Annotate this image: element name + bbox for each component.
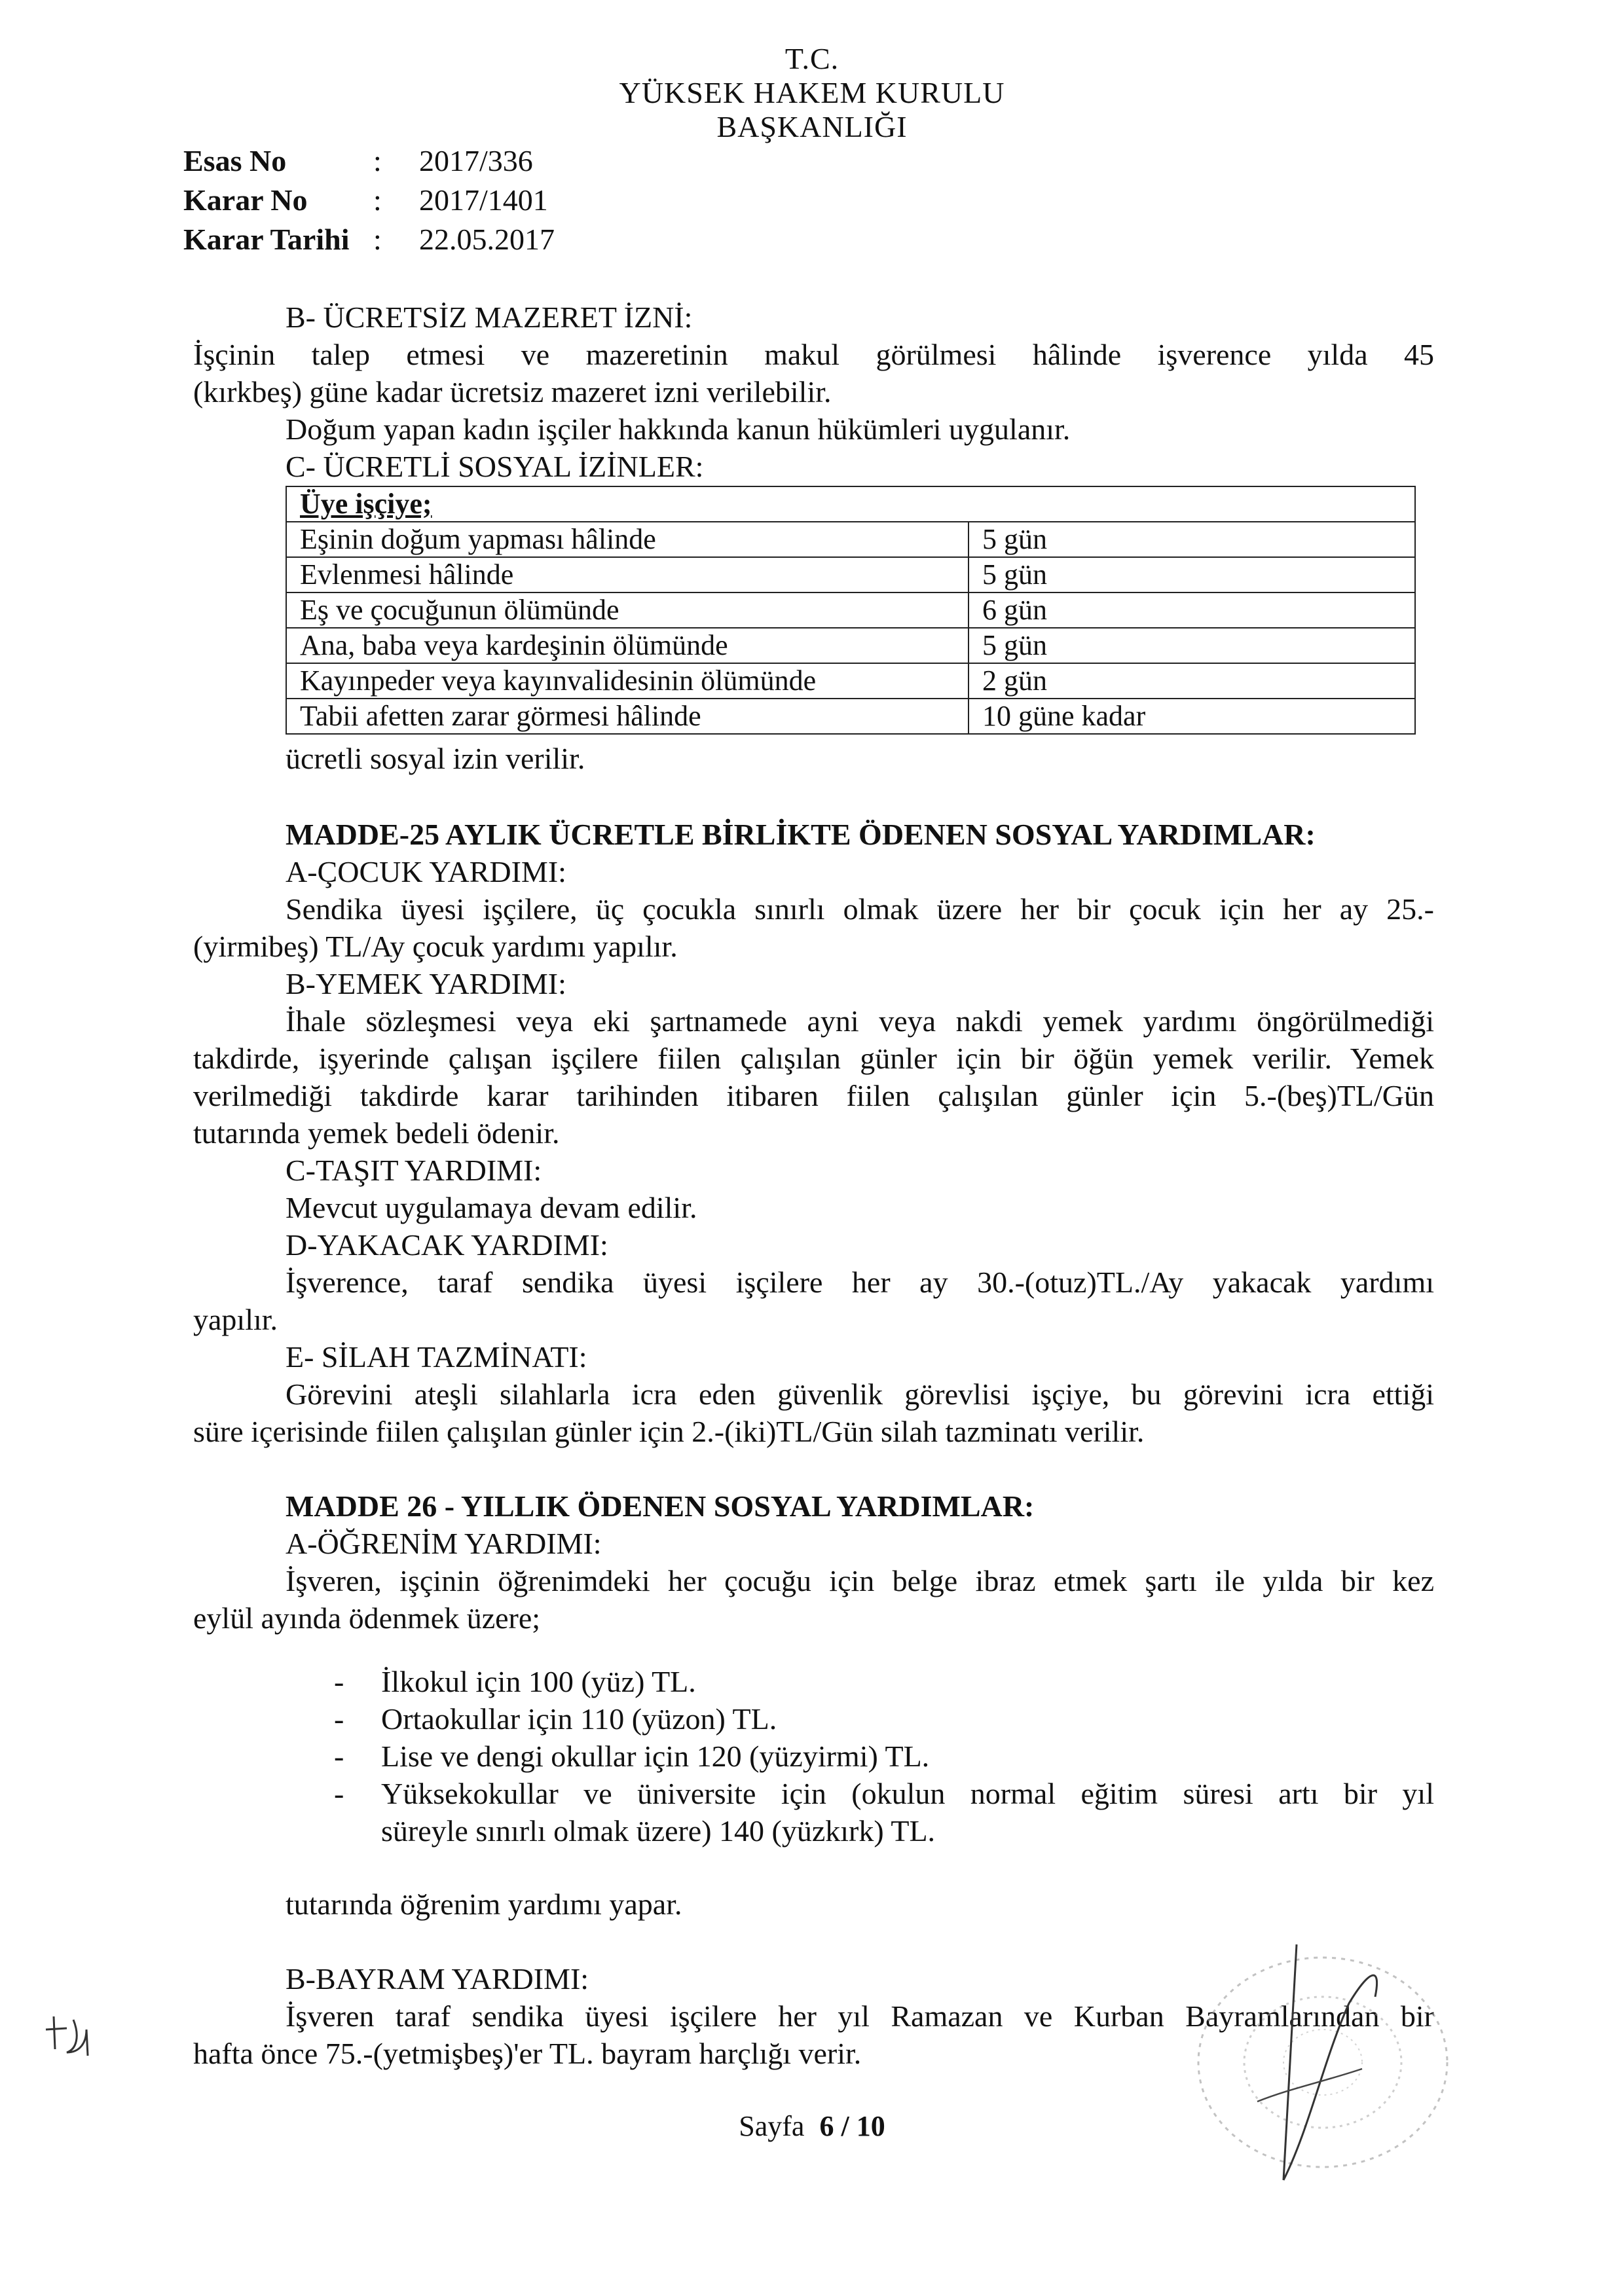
madde26-b-heading: B-BAYRAM YARDIMI: xyxy=(286,1962,589,1995)
list-dash: - xyxy=(334,1665,344,1698)
table-header: Üye işçiye; xyxy=(286,486,1415,522)
section-b-p1-line1: İşçinin talep etmesi ve mazeretinin makul görülmesi hâlinde işverence yılda 45 xyxy=(193,338,1434,371)
margin-initials-mark xyxy=(41,2003,100,2062)
list-text-line1: Yüksekokullar ve üniversite için (okulun normal eğitim süresi artı bir yıl xyxy=(381,1777,1434,1810)
row-label: Tabii afetten zarar görmesi hâlinde xyxy=(286,699,969,734)
page-footer xyxy=(0,2109,1624,2143)
madde25-b-heading: B-YEMEK YARDIMI: xyxy=(286,967,566,1000)
madde26-a-line1: İşveren, işçinin öğrenimdeki her çocuğu için belge ibraz etmek şartı ile yılda bir kez xyxy=(286,1564,1434,1597)
list-item xyxy=(334,1775,1434,1850)
madde25-b-line3: verilmediği takdirde karar tarihinden itibaren fiilen çalışılan günler için 5.-(beş)TL/Gün xyxy=(193,1079,1434,1112)
madde25-a-line2: (yirmibeş) TL/Ay çocuk yardımı yapılır. xyxy=(193,930,678,963)
row-label: Evlenmesi hâlinde xyxy=(286,557,969,592)
list-item xyxy=(334,1738,1434,1775)
list-dash: - xyxy=(334,1777,344,1810)
row-value: 5 gün xyxy=(969,628,1415,663)
table-row xyxy=(286,663,1415,699)
list-dash: - xyxy=(334,1740,344,1773)
tarih-value: 22.05.2017 xyxy=(419,223,555,256)
table-row xyxy=(286,557,1415,592)
table-row xyxy=(286,628,1415,663)
table-header-row xyxy=(286,486,1415,522)
madde26-b-line2: hafta önce 75.-(yetmişbeş)'er TL. bayram harçlığı verir. xyxy=(193,2037,862,2070)
row-label: Eşinin doğum yapması hâlinde xyxy=(286,522,969,557)
signature-mark xyxy=(1218,1931,1401,2193)
colon: : xyxy=(373,183,382,217)
esas-value: 2017/336 xyxy=(419,144,533,177)
list-item xyxy=(334,1700,1434,1738)
madde25-d-heading: D-YAKACAK YARDIMI: xyxy=(286,1228,608,1262)
header-presidency: BAŞKANLIĞI xyxy=(716,110,908,143)
list-item xyxy=(334,1663,1434,1700)
madde26-a-after: tutarında öğrenim yardımı yapar. xyxy=(286,1887,682,1921)
row-value: 5 gün xyxy=(969,522,1415,557)
madde25-title: MADDE-25 AYLIK ÜCRETLE BİRLİKTE ÖDENEN SOSYAL YARDIMLAR: xyxy=(286,818,1316,851)
madde26-a-heading: A-ÖĞRENİM YARDIMI: xyxy=(286,1527,602,1560)
karar-label: Karar No xyxy=(183,183,308,217)
row-value: 10 güne kadar xyxy=(969,699,1415,734)
section-b-p1-line2: (kırkbeş) güne kadar ücretsiz mazeret izni verilebilir. xyxy=(193,375,832,409)
section-c-after: ücretli sosyal izin verilir. xyxy=(286,742,585,775)
esas-label: Esas No xyxy=(183,144,287,177)
madde25-b-line2: takdirde, işyerinde çalışan işçilere fiilen çalışılan günler için bir öğün yemek verilir. Yemek xyxy=(193,1042,1434,1075)
meta-esas xyxy=(183,141,555,181)
row-value: 6 gün xyxy=(969,592,1415,628)
list-text: İlkokul için 100 (yüz) TL. xyxy=(381,1665,696,1698)
list-text: Ortaokullar için 110 (yüzon) TL. xyxy=(381,1702,777,1736)
colon: : xyxy=(373,223,382,256)
list-dash: - xyxy=(334,1702,344,1736)
table-row xyxy=(286,522,1415,557)
section-b-p2: Doğum yapan kadın işçiler hakkında kanun hükümleri uygulanır. xyxy=(286,412,1071,446)
madde25-a-heading: A-ÇOCUK YARDIMI: xyxy=(286,855,566,888)
row-label: Eş ve çocuğunun ölümünde xyxy=(286,592,969,628)
meta-block xyxy=(183,141,555,259)
karar-value: 2017/1401 xyxy=(419,183,548,217)
madde25-a-line1: Sendika üyesi işçilere, üç çocukla sınırlı olmak üzere her bir çocuk için her ay 25.- xyxy=(286,892,1434,926)
madde25-e-line2: süre içerisinde fiilen çalışılan günler için 2.-(iki)TL/Gün silah tazminatı verilir. xyxy=(193,1415,1145,1448)
list-text: Lise ve dengi okullar için 120 (yüzyirmi) TL. xyxy=(381,1740,930,1773)
madde25-e-heading: E- SİLAH TAZMİNATI: xyxy=(286,1340,587,1374)
madde25-c-line1: Mevcut uygulamaya devam edilir. xyxy=(286,1191,697,1224)
madde25-b-line1: İhale sözleşmesi veya eki şartnamede ayni veya nakdi yemek yardımı öngörülmediği xyxy=(286,1004,1434,1038)
madde25-d-line2: yapılır. xyxy=(193,1303,278,1336)
madde25-b-line4: tutarında yemek bedeli ödenir. xyxy=(193,1116,560,1150)
madde26-title: MADDE 26 - YILLIK ÖDENEN SOSYAL YARDIMLAR: xyxy=(286,1489,1035,1523)
madde26-b-line1: İşveren taraf sendika üyesi işçilere her yıl Ramazan ve Kurban Bayramlarından bir xyxy=(286,1999,1434,2033)
row-value: 5 gün xyxy=(969,557,1415,592)
section-c-heading: C- ÜCRETLİ SOSYAL İZİNLER: xyxy=(286,450,704,483)
header-institution: YÜKSEK HAKEM KURULU xyxy=(619,76,1005,109)
madde25-d-line1: İşverence, taraf sendika üyesi işçilere her ay 30.-(otuz)TL./Ay yakacak yardımı xyxy=(286,1266,1434,1299)
list-text-line2: süreyle sınırlı olmak üzere) 140 (yüzkırk) TL. xyxy=(381,1814,936,1848)
footer-label: Sayfa xyxy=(739,2110,805,2142)
colon: : xyxy=(373,144,382,177)
row-value: 2 gün xyxy=(969,663,1415,699)
tarih-label: Karar Tarihi xyxy=(183,223,350,256)
table-row xyxy=(286,592,1415,628)
meta-karar xyxy=(183,181,555,220)
row-label: Kayınpeder veya kayınvalidesinin ölümünde xyxy=(286,663,969,699)
paid-leave-table xyxy=(286,486,1416,735)
meta-tarih xyxy=(183,220,555,259)
row-label: Ana, baba veya kardeşinin ölümünde xyxy=(286,628,969,663)
madde25-e-line1: Görevini ateşli silahlarla icra eden güvenlik görevlisi işçiye, bu görevini icra ettiği xyxy=(286,1377,1434,1411)
madde26-a-line2: eylül ayında ödenmek üzere; xyxy=(193,1601,541,1635)
table-row xyxy=(286,699,1415,734)
header-tc: T.C. xyxy=(784,42,840,75)
madde25-c-heading: C-TAŞIT YARDIMI: xyxy=(286,1154,542,1187)
section-b-heading: B- ÜCRETSİZ MAZERET İZNİ: xyxy=(286,301,693,334)
page-number: 6 / 10 xyxy=(819,2110,885,2142)
